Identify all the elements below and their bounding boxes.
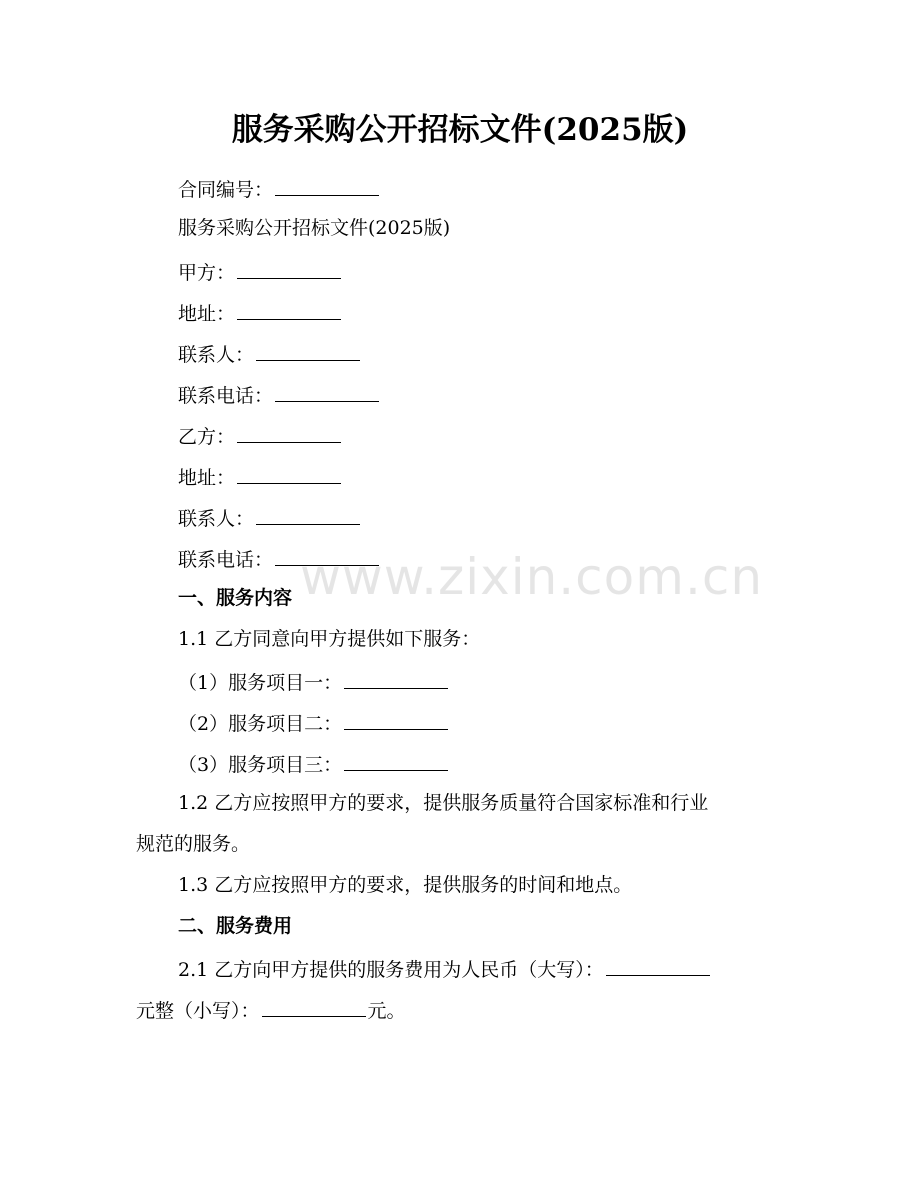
party-a-label: 甲方： (178, 262, 236, 284)
party-b-contact-blank (256, 502, 360, 525)
contract-number-line (178, 173, 381, 204)
service-item-3-line (178, 748, 450, 779)
clause-2-1-text: 2.1 乙方向甲方提供的服务费用为人民币（大写）： (178, 959, 604, 981)
service-item-1-line (178, 666, 450, 697)
party-a-blank (237, 256, 341, 279)
clause-2-1-line-2 (136, 994, 406, 1025)
party-a-address-line (178, 297, 343, 328)
party-a-address-label: 地址： (178, 303, 236, 325)
clause-1-1: 1.1 乙方同意向甲方提供如下服务： (178, 628, 481, 650)
section-1-heading: 一、服务内容 (178, 587, 293, 609)
party-a-contact-line (178, 338, 362, 369)
fee-lowercase-label: 元整（小写）： (136, 1000, 260, 1022)
party-a-phone-blank (275, 379, 379, 402)
party-a-phone-label: 联系电话： (178, 385, 274, 407)
party-a-line (178, 256, 343, 287)
party-a-address-blank (237, 297, 341, 320)
fee-uppercase-blank (606, 953, 710, 976)
section-2-heading: 二、服务费用 (178, 915, 293, 937)
service-item-2-label: （2）服务项目二： (178, 713, 343, 735)
clause-1-2-line-2: 规范的服务。 (136, 833, 251, 855)
party-a-contact-label: 联系人： (178, 344, 255, 366)
party-a-contact-blank (256, 338, 360, 361)
party-b-contact-label: 联系人： (178, 508, 255, 530)
contract-number-blank (275, 173, 379, 196)
party-b-address-blank (237, 461, 341, 484)
party-b-address-line (178, 461, 343, 492)
service-item-1-blank (344, 666, 448, 689)
party-b-phone-label: 联系电话： (178, 549, 274, 571)
party-b-address-label: 地址： (178, 467, 236, 489)
service-item-1-label: （1）服务项目一： (178, 672, 343, 694)
clause-2-1-line-1 (178, 953, 712, 984)
service-item-2-blank (344, 707, 448, 730)
contract-number-label: 合同编号： (178, 179, 274, 201)
service-item-2-line (178, 707, 450, 738)
watermark: www.zixin.com.cn (300, 548, 764, 606)
document-name-line: 服务采购公开招标文件(2025版) (178, 217, 451, 239)
party-b-contact-line (178, 502, 362, 533)
fee-lowercase-blank (262, 994, 366, 1017)
service-item-3-label: （3）服务项目三： (178, 754, 343, 776)
clause-1-2-line-1: 1.2 乙方应按照甲方的要求，提供服务质量符合国家标准和行业 (178, 792, 709, 814)
party-b-blank (237, 420, 341, 443)
service-item-3-blank (344, 748, 448, 771)
fee-unit-text: 元。 (367, 1000, 406, 1022)
party-a-phone-line (178, 379, 381, 410)
party-b-line (178, 420, 343, 451)
document-title: 服务采购公开招标文件(2025版) (231, 112, 689, 148)
clause-1-3: 1.3 乙方应按照甲方的要求，提供服务的时间和地点。 (178, 874, 633, 896)
party-b-label: 乙方： (178, 426, 236, 448)
